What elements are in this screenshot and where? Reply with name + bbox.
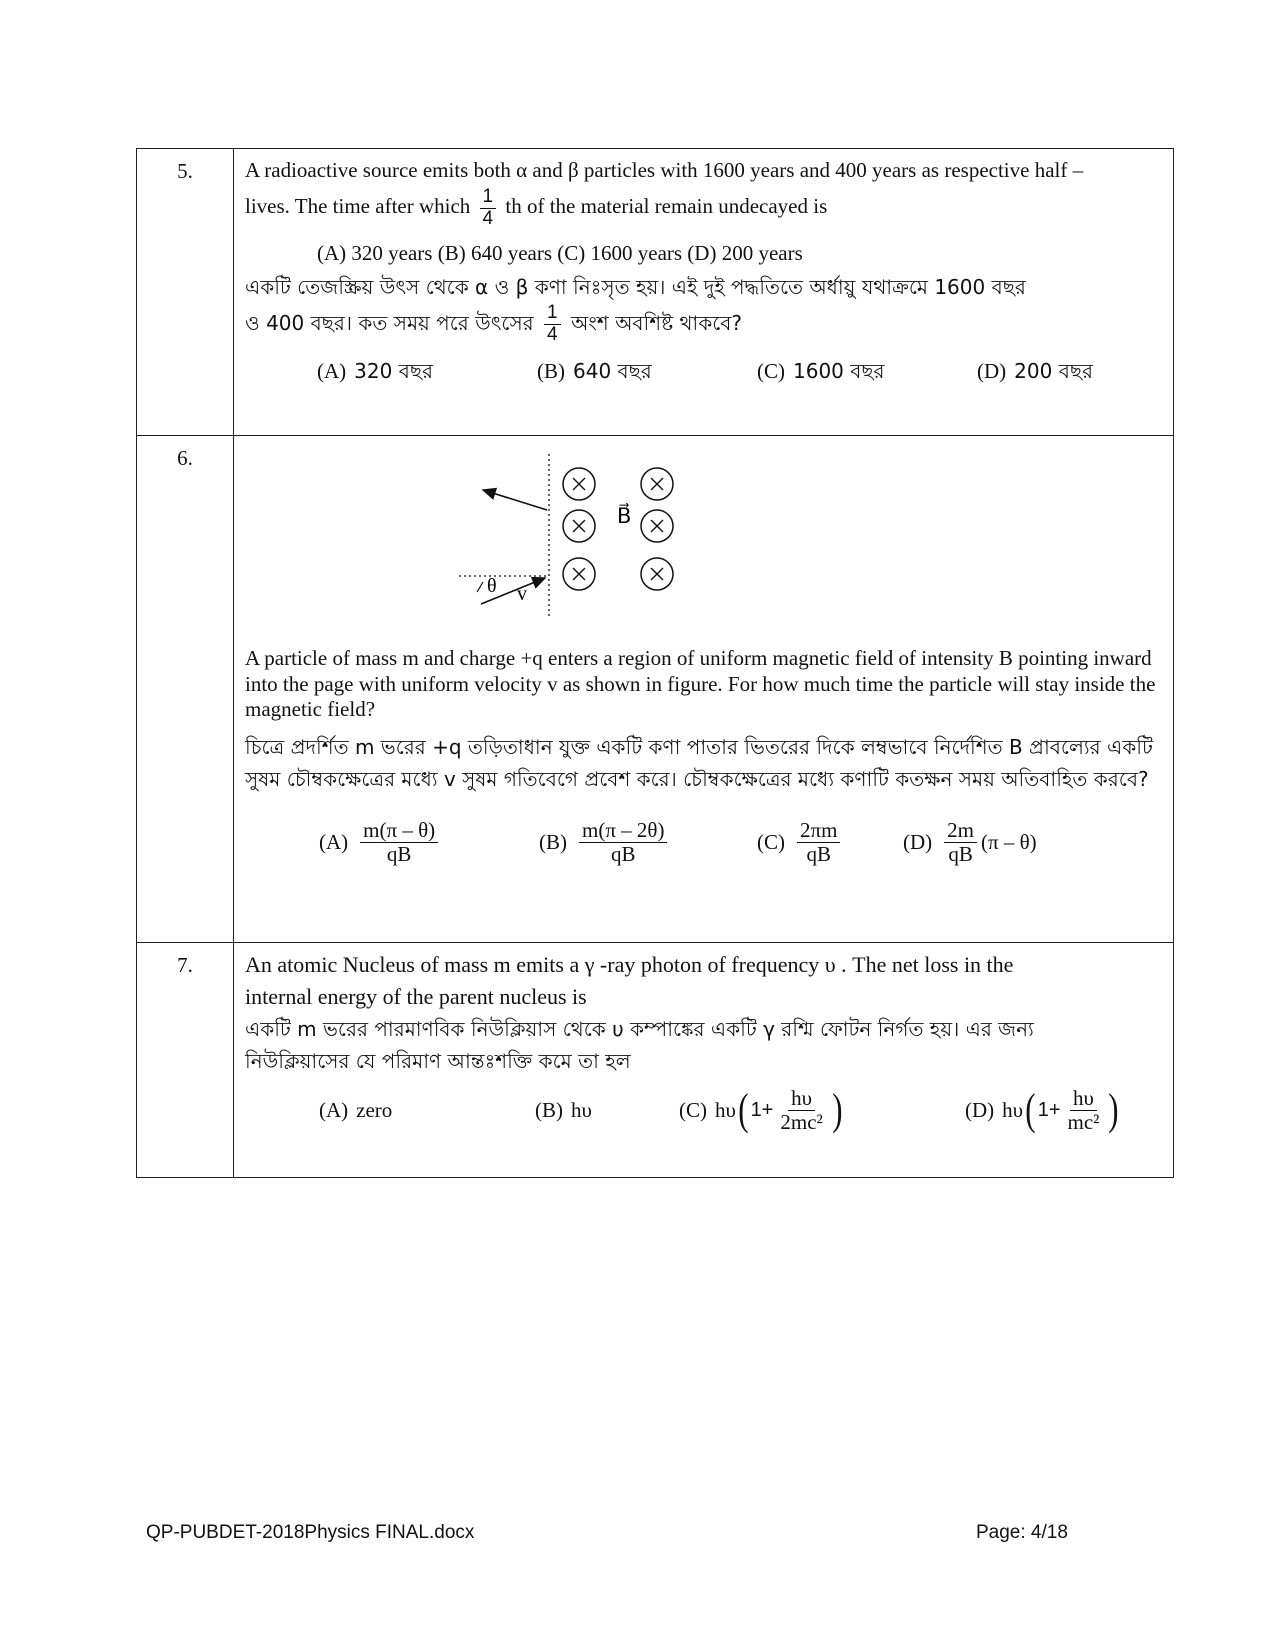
option-b: (B) $\frac{m(\pi - 2\theta)}{qB}$	[539, 819, 757, 866]
question-text-english: An atomic Nucleus of mass m emits a γ -ray photon of frequency υ . The net loss in the	[245, 952, 1014, 977]
cross-circle-icon	[563, 510, 595, 542]
fraction: $\frac{1}{4}$	[544, 303, 561, 346]
cross-circle-icon	[563, 468, 595, 500]
fraction: $\frac{1}{4}$	[480, 187, 497, 230]
options	[319, 819, 1163, 866]
question-number: 5.	[137, 149, 234, 436]
question-row-6	[137, 436, 1174, 943]
cross-circle-icon	[641, 558, 673, 590]
outgoing-velocity-arrow	[483, 490, 547, 510]
question-text-english-line2: internal energy of the parent nucleus is	[245, 983, 587, 1009]
question-body	[234, 149, 1174, 436]
question-text-english: A particle of mass m and charge +q enters a region of uniform magnetic field of intensity B pointing inward into the page with uniform velocity v as shown in figure. For how much time the particle will stay inside the magnetic field?	[245, 646, 1156, 722]
question-row-5	[137, 149, 1174, 436]
option-b: (B) 640 বছর	[537, 359, 652, 384]
question-number: 7.	[137, 943, 234, 1178]
options-bengali	[317, 355, 1163, 387]
velocity-label: v	[517, 583, 527, 605]
question-text-bengali: একটি তেজস্ক্রিয় উৎস থেকে α ও β কণা নিঃসৃত হয়। এই দুই পদ্ধতিতে অর্ধায়ু যথাক্রমে 1600 বছর	[245, 274, 1026, 299]
question-text-bengali-line2: ও 400 বছর। কত সময় পরে উৎসের $\frac{1}{4}$ অংশ অবশিষ্ট থাকবে?	[245, 301, 742, 345]
option-c: (C) 1600 বছর	[757, 359, 885, 384]
question-body	[234, 436, 1174, 943]
option-d: (D) $\frac{2m}{qB}$ (π – θ)	[903, 817, 1037, 866]
cross-circle-icon	[641, 510, 673, 542]
option-d: (D) 200 বছর	[977, 359, 1093, 384]
question-table	[136, 148, 1174, 1178]
question-body	[234, 943, 1174, 1178]
field-b-label: B⃗	[617, 504, 632, 528]
question-text-english: A radioactive source emits both α and β particles with 1600 years and 400 years as respective half –	[245, 158, 1084, 182]
question-text-bengali: একটি m ভরের পারমাণবিক নিউক্লিয়াস থেকে υ কম্পাঙ্কের একটি γ রশ্মি ফোটন নির্গত হয়। এর জন্য	[245, 1016, 1034, 1041]
option-a: (A) 320 বছর	[317, 359, 433, 384]
option-b: (B) hυ	[535, 1098, 592, 1123]
option-a: (A) zero	[319, 1098, 393, 1123]
option-d: (D) hυ ( 1+ $\frac{h\upsilon}{\text{mc²}}$ )	[965, 1085, 1119, 1135]
angle-theta-label: θ	[487, 575, 497, 597]
question-text-bengali: চিত্রে প্রদর্শিত m ভরের +q তড়িতাধান যুক্ত একটি কণা পাতার ভিতরের দিকে লম্বভাবে নির্দেশিত B প্রাবল্যের একটি সুষম চৌম্বকক্ষেত্রের মধ্যে v সুষম গতিবেগে প্রবেশ করে। চৌম্বকক্ষেত্রের মধ্যে কণাটি কতক্ষন সময় অতিবাহিত করবে?	[245, 734, 1153, 791]
question-row-7	[137, 943, 1174, 1178]
option-c: (C) hυ ( 1+ $\frac{h\upsilon}{\text{2mc²}}$ )	[679, 1085, 843, 1135]
cross-circle-icon	[563, 558, 595, 590]
options	[319, 1087, 1163, 1134]
question-text-bengali-line2: নিউক্লিয়াসের যে পরিমাণ আন্তঃশক্তি কমে তা হল	[245, 1048, 631, 1073]
option-c: (C) $\frac{2\pi m}{qB}$	[757, 819, 903, 866]
question-number: 6.	[137, 436, 234, 943]
magnetic-field-figure	[459, 446, 719, 626]
footer-filename: QP-PUBDET-2018Physics FINAL.docx	[146, 1522, 475, 1543]
footer-page-number: Page: 4/18	[976, 1522, 1068, 1543]
field-into-page-symbols	[563, 468, 673, 590]
options-english: (A) 320 years (B) 640 years (C) 1600 years (D) 200 years	[317, 241, 803, 266]
question-text-english-line2: lives. The time after which $\frac{1}{4}$ th of the material remain undecayed is	[245, 186, 828, 230]
cross-circle-icon	[641, 468, 673, 500]
option-a: (A) $\frac{m(\pi - \theta)}{qB}$	[319, 819, 539, 866]
